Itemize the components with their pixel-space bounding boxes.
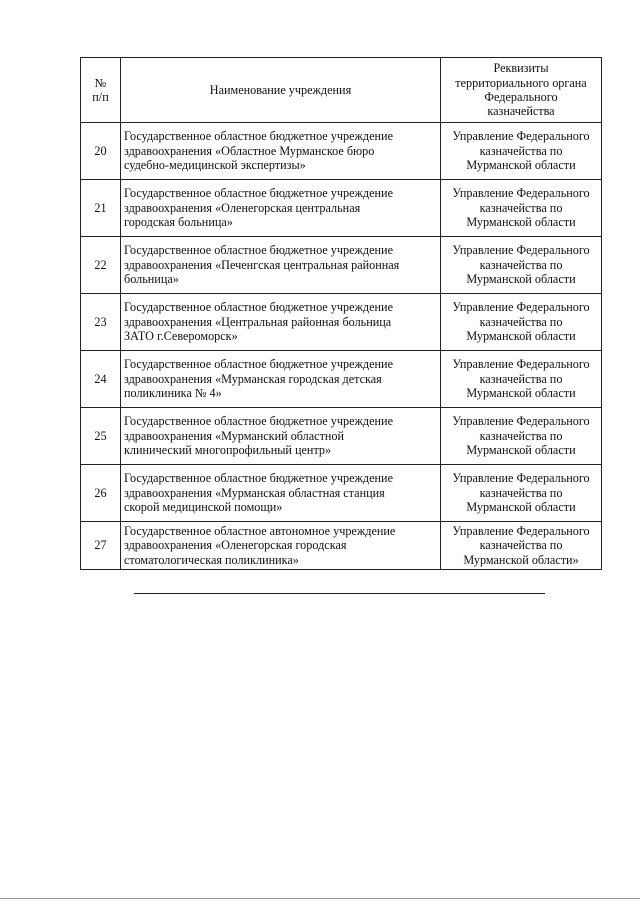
row-number: 27	[81, 522, 121, 570]
institution-name-line: Государственное областное бюджетное учреждение	[124, 300, 393, 315]
treasury-requisites	[441, 408, 602, 465]
row-number: 25	[81, 408, 121, 465]
institution-name-line: здравоохранения «Областное Мурманское бюро	[124, 143, 375, 158]
treasury-requisites-line: Управление Федерального	[452, 523, 590, 538]
institution-name-line: судебно-медицинской экспертизы»	[124, 158, 306, 173]
institution-name	[121, 123, 441, 180]
treasury-requisites-line: Мурманской области	[466, 215, 576, 230]
treasury-requisites-line: Управление Федерального	[452, 186, 590, 201]
institution-name	[121, 180, 441, 237]
institution-name-line: клинический многопрофильный центр»	[124, 443, 332, 458]
institution-name-line: Государственное областное бюджетное учреждение	[124, 186, 393, 201]
institution-name-line: больница»	[124, 272, 179, 287]
table-row	[81, 465, 602, 522]
table-row	[81, 180, 602, 237]
institution-name-line: Государственное областное бюджетное учреждение	[124, 471, 393, 486]
treasury-requisites-line: Управление Федерального	[452, 414, 590, 429]
header-name-line: Наименование учреждения	[209, 82, 352, 97]
institution-name	[121, 465, 441, 522]
treasury-requisites	[441, 237, 602, 294]
institution-name-line: Государственное областное автономное учреждение	[124, 523, 396, 538]
treasury-requisites	[441, 123, 602, 180]
institution-name-line: здравоохранения «Оленегорская городская	[124, 538, 347, 553]
treasury-requisites-line: Управление Федерального	[452, 129, 590, 144]
institution-name-line: поликлиника № 4»	[124, 386, 222, 401]
table-row	[81, 351, 602, 408]
treasury-requisites	[441, 180, 602, 237]
institution-name-line: Государственное областное бюджетное учреждение	[124, 243, 393, 258]
table-row	[81, 294, 602, 351]
end-of-document-rule	[134, 593, 545, 594]
treasury-requisites	[441, 465, 602, 522]
treasury-requisites	[441, 351, 602, 408]
institution-name	[121, 237, 441, 294]
table-row	[81, 237, 602, 294]
institution-name-line: Государственное областное бюджетное учреждение	[124, 357, 393, 372]
institution-name-line: здравоохранения «Мурманская городская детская	[124, 371, 382, 386]
treasury-requisites-line: Мурманской области	[466, 272, 576, 287]
institution-name-line: городская больница»	[124, 215, 233, 230]
institution-name-line: здравоохранения «Оленегорская центральная	[124, 200, 361, 215]
header-number	[81, 58, 121, 123]
treasury-requisites-line: казначейства по	[479, 428, 563, 443]
institution-name-line: скорой медицинской помощи»	[124, 500, 283, 515]
treasury-requisites-line: казначейства по	[479, 371, 563, 386]
treasury-requisites-line: Мурманской области	[466, 329, 576, 344]
header-number-line: №	[94, 75, 107, 90]
treasury-requisites-line: казначейства по	[479, 314, 563, 329]
header-requisites-line: Федерального	[484, 90, 558, 104]
treasury-requisites-line: Мурманской области	[466, 158, 576, 173]
row-number: 20	[81, 123, 121, 180]
institution-name-line: здравоохранения «Мурманский областной	[124, 428, 345, 443]
row-number: 23	[81, 294, 121, 351]
institution-name-line: здравоохранения «Печенгская центральная районная	[124, 257, 400, 272]
institution-name-line: ЗАТО г.Североморск»	[124, 329, 238, 344]
table-row	[81, 522, 602, 570]
institutions-table	[80, 57, 602, 570]
treasury-requisites	[441, 294, 602, 351]
row-number: 24	[81, 351, 121, 408]
treasury-requisites-line: казначейства по	[479, 200, 563, 215]
treasury-requisites-line: казначейства по	[479, 257, 563, 272]
institution-name-line: Государственное областное бюджетное учреждение	[124, 129, 393, 144]
table-body	[81, 123, 602, 570]
institution-name-line: здравоохранения «Центральная районная больница	[124, 314, 392, 329]
institution-name	[121, 408, 441, 465]
treasury-requisites-line: Управление Федерального	[452, 300, 590, 315]
institution-name	[121, 294, 441, 351]
treasury-requisites-line: Мурманской области»	[463, 552, 579, 567]
row-number: 22	[81, 237, 121, 294]
institution-name-line: Государственное областное бюджетное учреждение	[124, 414, 393, 429]
treasury-requisites-line: казначейства по	[479, 143, 563, 158]
row-number: 26	[81, 465, 121, 522]
treasury-requisites-line: Управление Федерального	[452, 243, 590, 258]
table-header	[81, 58, 602, 123]
page-bottom-edge	[0, 898, 640, 899]
header-number-line: п/п	[92, 90, 109, 104]
institution-name-line: стоматологическая поликлиника»	[124, 552, 299, 567]
header-name	[121, 58, 441, 123]
header-requisites-line: Реквизиты	[493, 61, 549, 76]
treasury-requisites-line: казначейства по	[479, 538, 563, 553]
treasury-requisites	[441, 522, 602, 570]
treasury-requisites-line: Управление Федерального	[452, 471, 590, 486]
treasury-requisites-line: Мурманской области	[466, 443, 576, 458]
header-row	[81, 58, 602, 123]
treasury-requisites-line: Мурманской области	[466, 386, 576, 401]
table-row	[81, 123, 602, 180]
institution-name	[121, 351, 441, 408]
header-requisites-line: территориального органа	[455, 75, 587, 90]
row-number: 21	[81, 180, 121, 237]
institution-name	[121, 522, 441, 570]
table-row	[81, 408, 602, 465]
treasury-requisites-line: казначейства по	[479, 485, 563, 500]
treasury-requisites-line: Мурманской области	[466, 500, 576, 515]
treasury-requisites-line: Управление Федерального	[452, 357, 590, 372]
header-requisites-line: казначейства	[487, 104, 555, 119]
institution-name-line: здравоохранения «Мурманская областная станция	[124, 485, 385, 500]
header-requisites	[441, 58, 602, 123]
